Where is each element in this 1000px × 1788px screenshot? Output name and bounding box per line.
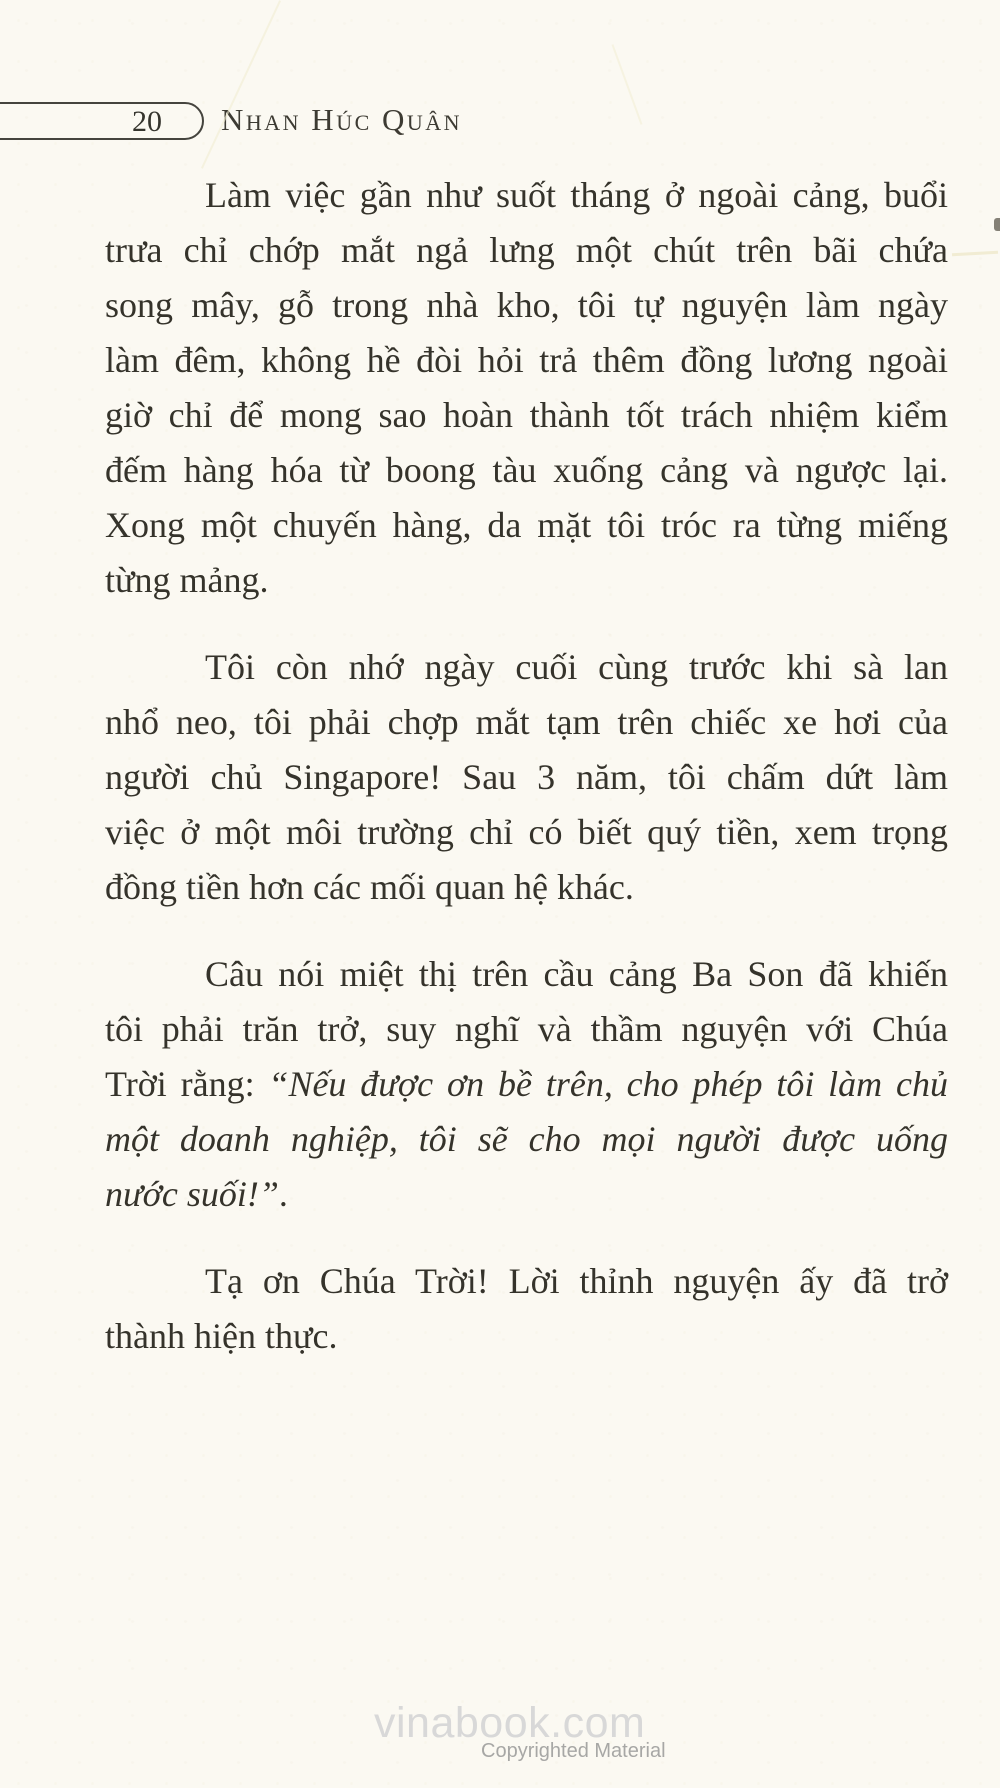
text-segment: giờ chỉ để mong sao hoàn thành tốt trách nhiệm kiểm: [105, 395, 948, 435]
text-line: [105, 553, 948, 608]
text-line: [105, 805, 948, 860]
text-line: [105, 443, 948, 498]
quoted-italic-text: “Nếu được ơn bề trên, cho phép tôi làm chủ: [268, 1064, 948, 1104]
text-line: [105, 223, 948, 278]
copyright-notice: Copyrighted Material: [481, 1740, 666, 1762]
text-line: [105, 640, 948, 695]
quoted-italic-text: nước suối!”: [105, 1174, 279, 1214]
text-segment: Tạ ơn Chúa Trời! Lời thỉnh nguyện ấy đã trở: [205, 1261, 948, 1301]
text-segment: nhổ neo, tôi phải chợp mắt tạm trên chiếc xe hơi của: [105, 702, 948, 742]
text-line: [105, 278, 948, 333]
text-segment: Trời rằng:: [105, 1064, 269, 1104]
text-segment: thành hiện thực.: [105, 1316, 338, 1356]
watermark-site-text: vinabook.com: [374, 1699, 646, 1747]
paragraph: [105, 1254, 948, 1364]
body-text: [105, 168, 948, 1396]
text-segment: trưa chỉ chớp mắt ngả lưng một chút trên bãi chứa: [105, 230, 948, 270]
text-line: [105, 695, 948, 750]
scan-edge-mark: [994, 218, 1000, 231]
text-line: [105, 1254, 948, 1309]
text-line: [105, 1002, 948, 1057]
text-line: [105, 947, 948, 1002]
text-segment: Xong một chuyến hàng, da mặt tôi tróc ra từng miếng: [105, 505, 948, 545]
text-line: [105, 498, 948, 553]
scan-scratch: [201, 0, 281, 169]
quoted-italic-text: một doanh nghiệp, tôi sẽ cho mọi người được uống: [105, 1119, 948, 1159]
text-segment: Tôi còn nhớ ngày cuối cùng trước khi sà lan: [205, 647, 948, 687]
text-segment: việc ở một môi trường chỉ có biết quý tiền, xem trọng: [105, 812, 948, 852]
text-segment: người chủ Singapore! Sau 3 năm, tôi chấm dứt làm: [105, 757, 948, 797]
running-header-title: Nhan Húc Quân: [221, 102, 463, 137]
text-line: [105, 750, 948, 805]
text-line: [105, 1309, 948, 1364]
text-segment: làm đêm, không hề đòi hỏi trả thêm đồng lương ngoài: [105, 340, 948, 380]
paragraph: [105, 168, 948, 608]
text-segment: đồng tiền hơn các mối quan hệ khác.: [105, 867, 634, 907]
paragraph: [105, 947, 948, 1222]
paragraph: [105, 640, 948, 915]
text-line: [105, 168, 948, 223]
text-segment: đếm hàng hóa từ boong tàu xuống cảng và ngược lại.: [105, 450, 948, 490]
text-segment: .: [278, 1174, 288, 1214]
scan-scratch: [612, 44, 643, 125]
text-line: [105, 860, 948, 915]
text-line: [105, 388, 948, 443]
text-segment: tôi phải trăn trở, suy nghĩ và thầm nguyện với Chúa: [105, 1009, 948, 1049]
text-line: [105, 1167, 948, 1222]
text-segment: Câu nói miệt thị trên cầu cảng Ba Son đã khiến: [205, 954, 948, 994]
text-line: [105, 1112, 948, 1167]
scan-scratch: [952, 251, 998, 256]
text-segment: song mây, gỗ trong nhà kho, tôi tự nguyện làm ngày: [105, 285, 948, 325]
text-segment: từng mảng.: [105, 560, 269, 600]
text-line: [105, 1057, 948, 1112]
text-line: [105, 333, 948, 388]
text-segment: Làm việc gần như suốt tháng ở ngoài cảng, buổi: [205, 175, 948, 215]
page-number: 20: [132, 105, 162, 138]
page-number-box: [0, 102, 204, 140]
